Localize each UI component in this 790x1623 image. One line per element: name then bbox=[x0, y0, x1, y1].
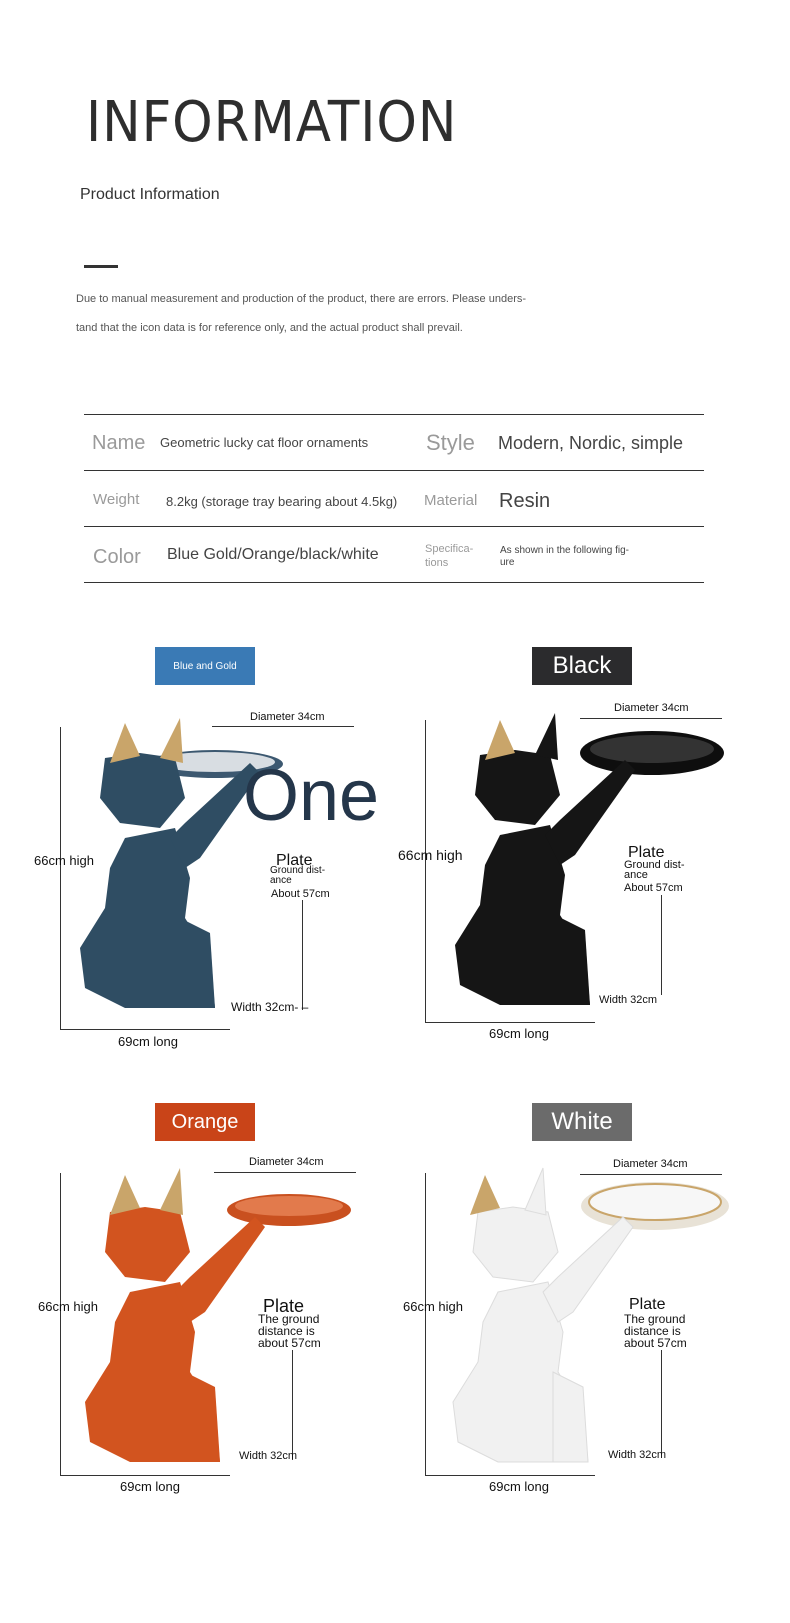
height-label: 66cm high bbox=[34, 853, 94, 868]
diameter-label: Diameter 34cm bbox=[613, 1158, 688, 1170]
value-spec-2: ure bbox=[500, 557, 515, 568]
plate-desc-1: The ground bbox=[624, 1312, 686, 1326]
color-tag-black: Black bbox=[532, 647, 632, 685]
height-label: 66cm high bbox=[398, 847, 463, 863]
label-name: Name bbox=[92, 432, 146, 454]
label-color: Color bbox=[93, 546, 141, 568]
plate-desc-2: distance is bbox=[258, 1324, 315, 1338]
length-line bbox=[60, 1029, 230, 1030]
diameter-label: Diameter 34cm bbox=[614, 702, 689, 714]
plate-desc-1: Ground dist- bbox=[624, 859, 685, 871]
length-line bbox=[425, 1475, 595, 1476]
plate-ground-line bbox=[661, 895, 662, 995]
diameter-line bbox=[212, 726, 354, 727]
length-line bbox=[60, 1475, 230, 1476]
length-label: 69cm long bbox=[489, 1026, 549, 1041]
height-line bbox=[60, 727, 61, 1030]
value-color: Blue Gold/Orange/black/white bbox=[167, 546, 379, 563]
plate-ground-line bbox=[661, 1350, 662, 1455]
color-tag-white: White bbox=[532, 1103, 632, 1141]
length-label: 69cm long bbox=[489, 1479, 549, 1494]
color-tag-blue-gold: Blue and Gold bbox=[155, 647, 255, 685]
value-spec-1: As shown in the following fig- bbox=[500, 545, 629, 556]
plate-desc-3: About 57cm bbox=[624, 882, 683, 894]
diameter-line bbox=[580, 718, 722, 719]
width-label: Width 32cm bbox=[599, 994, 658, 1006]
plate-desc-2: ance bbox=[624, 869, 648, 881]
width-label: Width 32cm- – bbox=[231, 1000, 309, 1014]
label-spec-1: Specifica- bbox=[425, 543, 474, 555]
plate-ground-line bbox=[302, 900, 303, 1010]
plate-desc-1: Ground dist- bbox=[270, 865, 326, 876]
table-rule bbox=[84, 582, 704, 583]
length-label: 69cm long bbox=[120, 1479, 180, 1494]
plate-desc-2: ance bbox=[270, 875, 292, 886]
plate-desc-3: About 57cm bbox=[271, 888, 330, 900]
diameter-label: Diameter 34cm bbox=[250, 711, 325, 723]
diameter-line bbox=[214, 1172, 356, 1173]
label-weight: Weight bbox=[93, 491, 140, 508]
height-line bbox=[425, 720, 426, 1023]
table-rule bbox=[84, 526, 704, 527]
page-title: INFORMATION bbox=[86, 90, 458, 155]
label-style: Style bbox=[426, 430, 475, 455]
value-weight: 8.2kg (storage tray bearing about 4.5kg) bbox=[166, 494, 398, 509]
table-rule bbox=[84, 414, 704, 415]
table-rule bbox=[84, 470, 704, 471]
height-label: 66cm high bbox=[38, 1299, 98, 1314]
diameter-label: Diameter 34cm bbox=[249, 1156, 324, 1168]
plate-desc-3: about 57cm bbox=[624, 1336, 687, 1350]
length-line bbox=[425, 1022, 595, 1023]
label-spec-2: tions bbox=[425, 557, 449, 569]
height-line bbox=[425, 1173, 426, 1476]
plate-label: Plate bbox=[629, 1296, 666, 1313]
width-label: Width 32cm bbox=[608, 1449, 667, 1461]
plate-desc-1: The ground bbox=[258, 1312, 320, 1326]
disclaimer-line-2: tand that the icon data is for reference only, and the actual product shall prevail. bbox=[76, 322, 463, 334]
label-material: Material bbox=[424, 492, 478, 509]
plate-label: Plate bbox=[276, 852, 313, 869]
disclaimer-line-1: Due to manual measurement and production of the product, there are errors. Please unders- bbox=[76, 293, 527, 305]
plate-label: Plate bbox=[263, 1296, 305, 1316]
value-name: Geometric lucky cat floor ornaments bbox=[160, 435, 369, 450]
color-tag-orange: Orange bbox=[155, 1103, 255, 1141]
height-line bbox=[60, 1173, 61, 1476]
plate-desc-3: about 57cm bbox=[258, 1336, 321, 1350]
plate-ground-line bbox=[292, 1350, 293, 1460]
length-label: 69cm long bbox=[118, 1034, 178, 1049]
orange-cat-figure bbox=[65, 1160, 375, 1470]
value-style: Modern, Nordic, simple bbox=[498, 433, 684, 453]
divider-dash bbox=[84, 265, 118, 268]
overlay-text: One bbox=[243, 756, 380, 836]
height-label: 66cm high bbox=[403, 1299, 463, 1314]
page-subtitle: Product Information bbox=[80, 186, 220, 203]
value-material: Resin bbox=[499, 490, 551, 512]
plate-label: Plate bbox=[628, 844, 665, 861]
width-label: Width 32cm bbox=[239, 1450, 298, 1462]
diameter-line bbox=[580, 1174, 722, 1175]
plate-desc-2: distance is bbox=[624, 1324, 681, 1338]
